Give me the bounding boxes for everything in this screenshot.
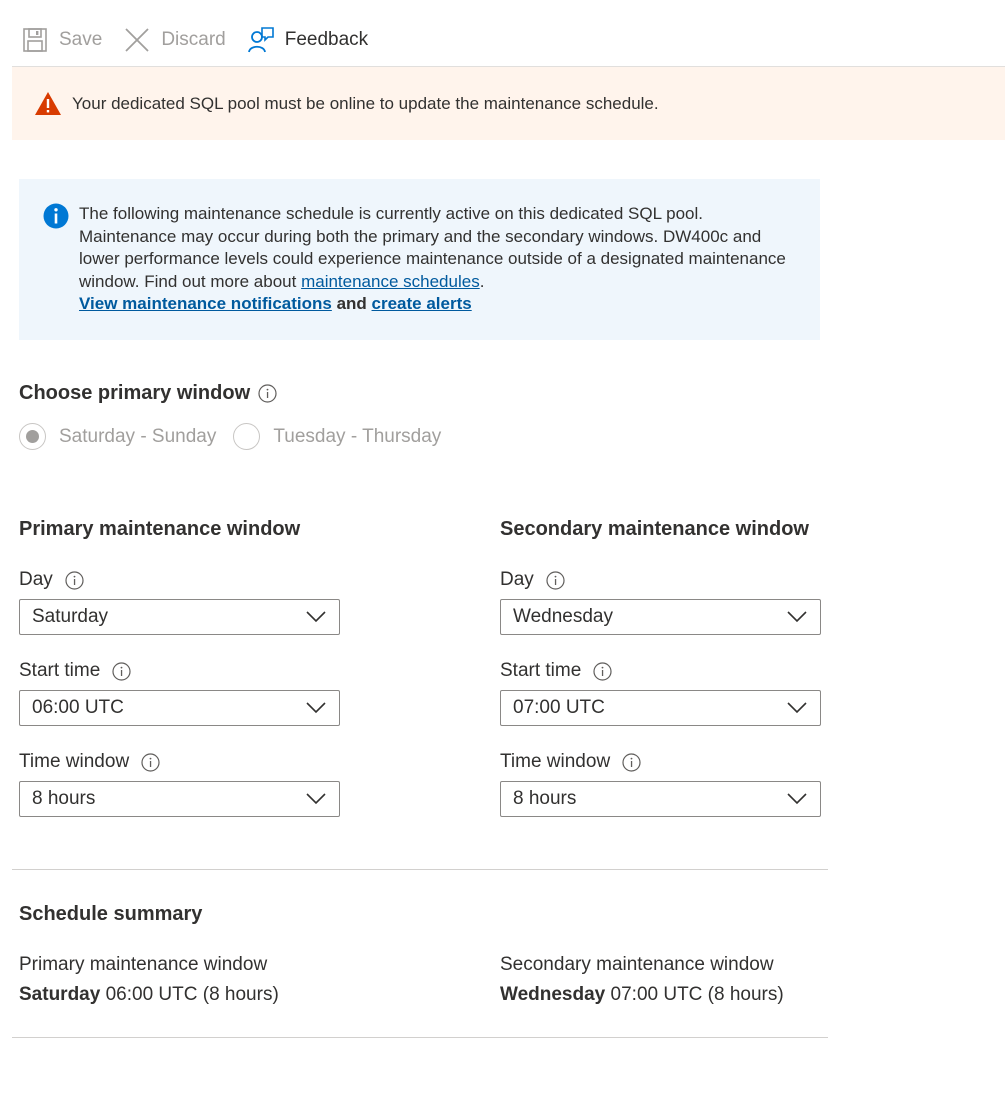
info-tooltip-icon[interactable] (593, 662, 612, 681)
secondary-window-heading: Secondary maintenance window (500, 518, 809, 540)
chevron-down-icon (305, 606, 327, 628)
schedule-summary-heading: Schedule summary (19, 903, 203, 925)
secondary-timewindow-dropdown[interactable]: 8 hours (500, 781, 821, 817)
command-bar (12, 18, 380, 62)
info-box (19, 179, 820, 340)
section-divider (12, 869, 828, 870)
primary-window-radio-group (19, 423, 458, 450)
summary-primary-value: Saturday 06:00 UTC (8 hours) (19, 984, 279, 1005)
discard-label: Discard (161, 29, 226, 50)
info-tooltip-icon[interactable] (546, 571, 565, 590)
info-text: The following maintenance schedule is currently active on this dedicated SQL pool. Maintenance may occur during both the primary and the secondary windows. DW400c and lower performance levels could experience maintenance outside of a designated maintenance window. Find out more about maintenance schedules. (79, 204, 786, 291)
secondary-start-label: Start time (500, 660, 612, 682)
warning-icon (34, 90, 62, 118)
choose-primary-heading: Choose primary window (19, 382, 277, 405)
info-icon (43, 203, 69, 229)
primary-day-dropdown[interactable]: Saturday (19, 599, 340, 635)
radio-unselected-indicator (233, 423, 260, 450)
close-icon (123, 26, 151, 54)
secondary-start-dropdown[interactable]: 07:00 UTC (500, 690, 821, 726)
secondary-timewindow-label: Time window (500, 751, 641, 773)
section-divider (12, 1037, 828, 1038)
radio-tuesday-thursday[interactable]: Tuesday - Thursday (233, 423, 441, 450)
secondary-day-label: Day (500, 569, 565, 591)
info-tooltip-icon[interactable] (622, 753, 641, 772)
chevron-down-icon (786, 697, 808, 719)
info-tooltip-icon[interactable] (258, 384, 277, 403)
radio-saturday-sunday[interactable]: Saturday - Sunday (19, 423, 216, 450)
save-button[interactable] (12, 18, 114, 62)
info-tooltip-icon[interactable] (112, 662, 131, 681)
info-tooltip-icon[interactable] (141, 753, 160, 772)
primary-start-dropdown[interactable]: 06:00 UTC (19, 690, 340, 726)
summary-secondary-value: Wednesday 07:00 UTC (8 hours) (500, 984, 784, 1005)
primary-start-label: Start time (19, 660, 131, 682)
save-label: Save (59, 29, 103, 50)
primary-timewindow-label: Time window (19, 751, 160, 773)
create-alerts-link[interactable]: create alerts (371, 294, 472, 313)
maintenance-schedules-link[interactable]: maintenance schedules (301, 271, 480, 291)
summary-primary-label: Primary maintenance window (19, 954, 268, 975)
chevron-down-icon (786, 788, 808, 810)
feedback-icon (247, 26, 275, 54)
primary-timewindow-dropdown[interactable]: 8 hours (19, 781, 340, 817)
feedback-button[interactable] (238, 18, 380, 62)
primary-window-heading: Primary maintenance window (19, 518, 301, 540)
chevron-down-icon (305, 697, 327, 719)
view-notifications-link[interactable]: View maintenance notifications (79, 294, 332, 313)
feedback-label: Feedback (284, 29, 369, 50)
chevron-down-icon (786, 606, 808, 628)
primary-day-label: Day (19, 569, 84, 591)
summary-secondary-label: Secondary maintenance window (500, 954, 774, 975)
warning-text: Your dedicated SQL pool must be online to update the maintenance schedule. (72, 93, 659, 113)
info-tooltip-icon[interactable] (65, 571, 84, 590)
chevron-down-icon (305, 788, 327, 810)
save-icon (21, 26, 49, 54)
info-links: View maintenance notifications and create alerts (79, 294, 472, 313)
discard-button[interactable] (114, 18, 237, 62)
warning-banner (12, 67, 1005, 140)
secondary-day-dropdown[interactable]: Wednesday (500, 599, 821, 635)
radio-selected-indicator (19, 423, 46, 450)
